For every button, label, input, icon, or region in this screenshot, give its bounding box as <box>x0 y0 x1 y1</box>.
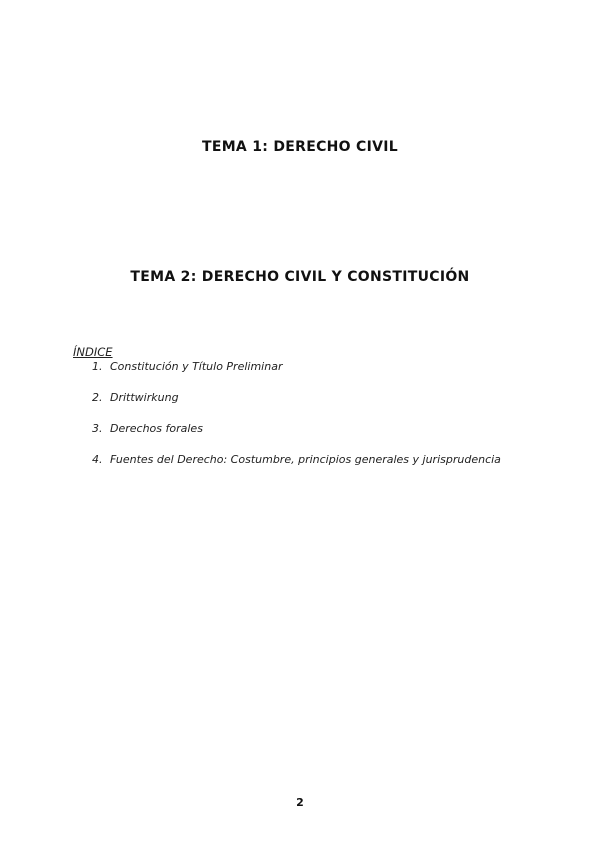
toc-item <box>92 360 562 373</box>
toc-item-text: Fuentes del Derecho: Costumbre, principios generales y jurisprudencia <box>110 453 501 466</box>
toc-item-text: Drittwirkung <box>110 391 179 404</box>
toc-item <box>92 453 562 466</box>
page-number: 2 <box>296 796 304 809</box>
heading-tema-2: TEMA 2: DERECHO CIVIL Y CONSTITUCIÓN <box>130 269 470 285</box>
toc-item <box>92 422 562 435</box>
heading-tema-1: TEMA 1: DERECHO CIVIL <box>201 139 398 155</box>
toc-item-text: Derechos forales <box>110 422 203 435</box>
toc-item <box>92 391 562 404</box>
toc-item-number: 2. <box>92 391 103 404</box>
toc-item-text: Constitución y Título Preliminar <box>110 360 283 373</box>
toc-item-number: 3. <box>92 422 103 435</box>
toc-item-number: 4. <box>92 453 103 466</box>
index-title: ÍNDICE <box>73 345 113 359</box>
toc-item-number: 1. <box>92 360 103 373</box>
